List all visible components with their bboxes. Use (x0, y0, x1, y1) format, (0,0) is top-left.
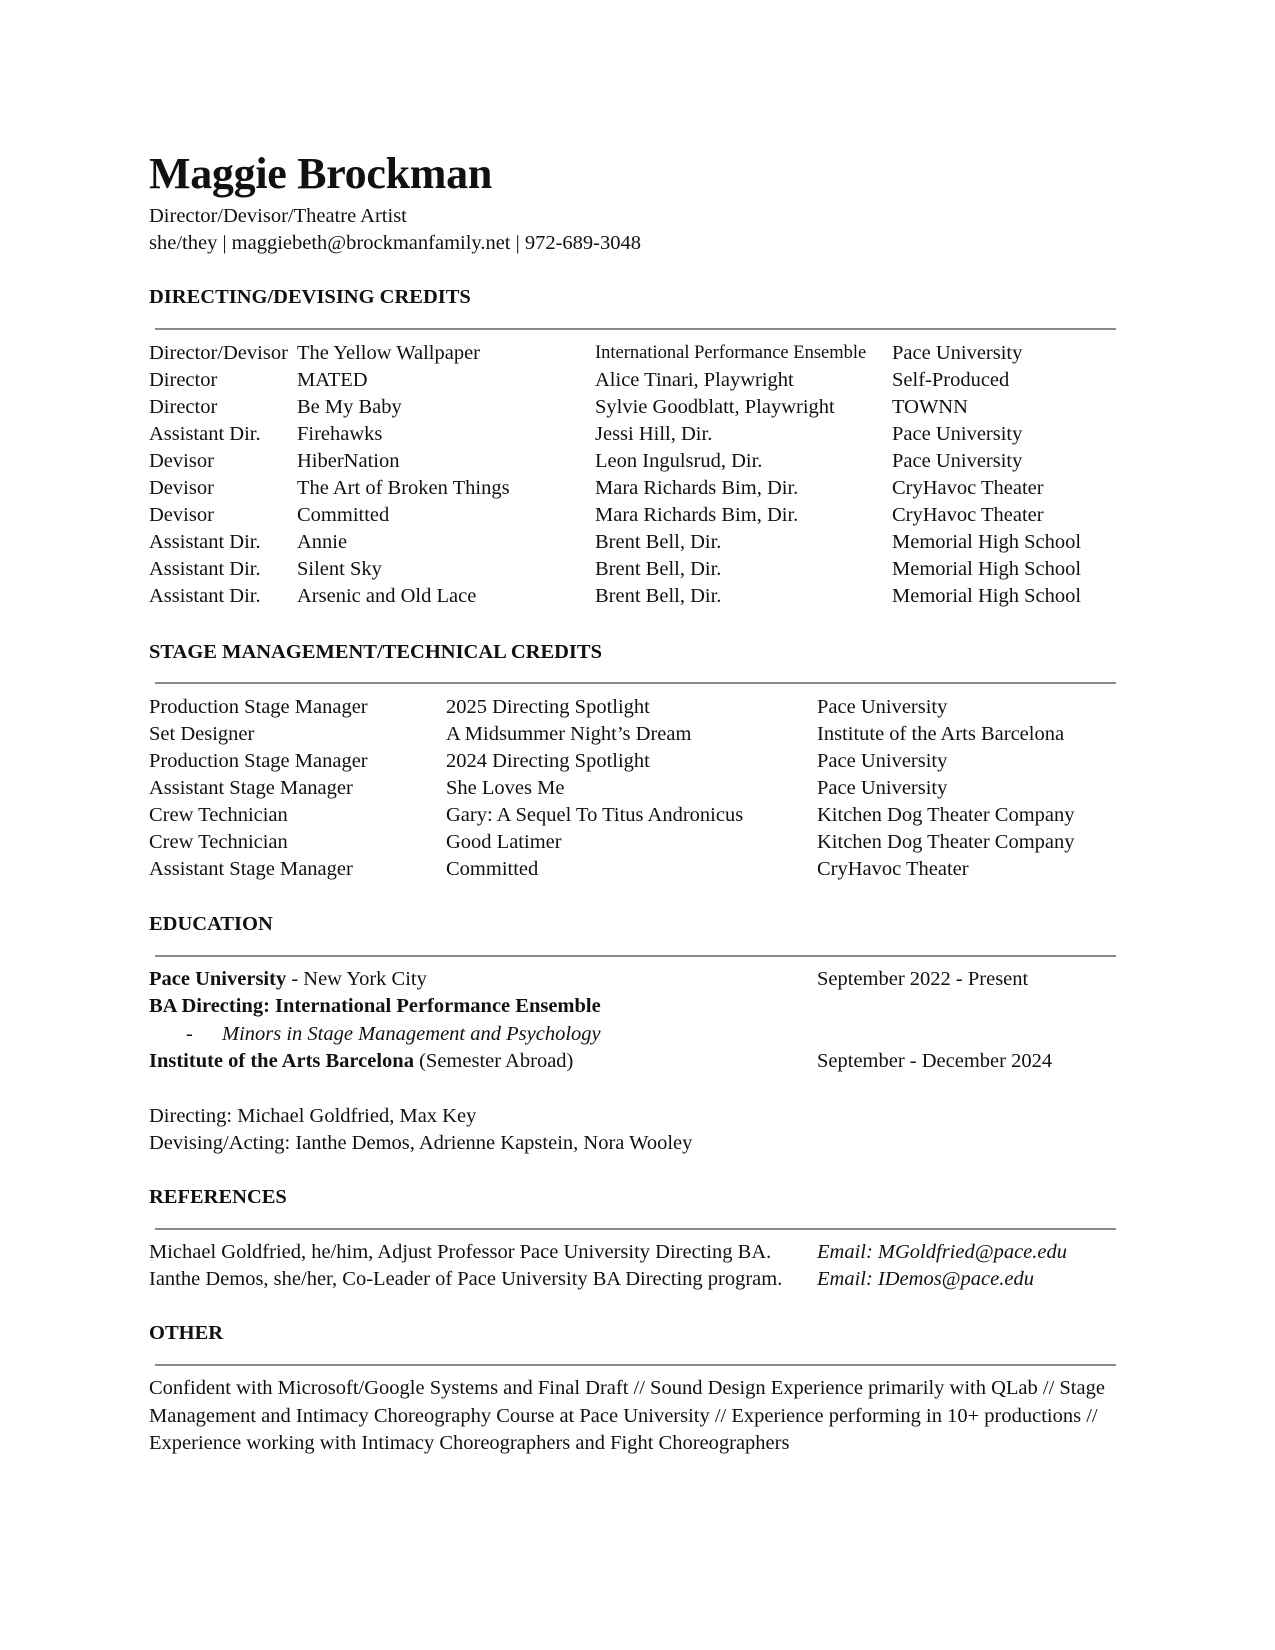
tagline: Director/Devisor/Theatre Artist (149, 205, 407, 227)
credit-role: Director/Devisor (149, 342, 288, 364)
credit-production: Firehawks (297, 423, 383, 445)
section-divider (155, 1228, 1116, 1230)
credit-venue: Pace University (817, 777, 948, 799)
credit-production: Arsenic and Old Lace (297, 585, 477, 607)
credit-production: 2025 Directing Spotlight (446, 696, 650, 718)
credit-production: She Loves Me (446, 777, 565, 799)
credit-production: 2024 Directing Spotlight (446, 750, 650, 772)
school-name: Pace University (149, 968, 287, 990)
credit-role: Assistant Dir. (149, 585, 261, 607)
school-dates: September - December 2024 (817, 1050, 1053, 1072)
credit-venue: Kitchen Dog Theater Company (817, 831, 1075, 853)
degree: BA Directing: International Performance Ensemble (149, 995, 601, 1017)
credit-venue: Kitchen Dog Theater Company (817, 804, 1075, 826)
section-divider (155, 1364, 1116, 1366)
credit-collaborator: Mara Richards Bim, Dir. (595, 477, 799, 499)
school-location: - New York City (286, 968, 427, 990)
credit-production: Committed (297, 504, 390, 526)
credit-venue: Pace University (817, 750, 948, 772)
credit-production: Committed (446, 858, 539, 880)
directing-teachers: Directing: Michael Goldfried, Max Key (149, 1105, 477, 1127)
bullet-dash: - (186, 1023, 193, 1045)
credit-collaborator: Jessi Hill, Dir. (595, 423, 713, 445)
credit-venue: TOWNN (892, 396, 968, 418)
contact-line: she/they | maggiebeth@brockmanfamily.net | 972-689-3048 (149, 232, 642, 254)
reference-email[interactable]: Email: IDemos@pace.edu (817, 1268, 1034, 1290)
reference-text: Michael Goldfried, he/him, Adjust Professor Pace University Directing BA. (149, 1241, 772, 1263)
section-divider (155, 328, 1116, 330)
credit-production: A Midsummer Night’s Dream (446, 723, 692, 745)
credit-production: Silent Sky (297, 558, 382, 580)
credit-role: Production Stage Manager (149, 696, 368, 718)
credit-venue: CryHavoc Theater (892, 477, 1044, 499)
credit-collaborator: Brent Bell, Dir. (595, 585, 722, 607)
credit-role: Director (149, 396, 218, 418)
stage-section-title: STAGE MANAGEMENT/TECHNICAL CREDITS (149, 641, 602, 663)
credit-collaborator: Leon Ingulsrud, Dir. (595, 450, 763, 472)
credit-venue: Pace University (817, 696, 948, 718)
credit-venue: Memorial High School (892, 558, 1082, 580)
credit-production: The Yellow Wallpaper (297, 342, 481, 364)
credit-venue: CryHavoc Theater (892, 504, 1044, 526)
credit-role: Crew Technician (149, 804, 288, 826)
credit-production: The Art of Broken Things (297, 477, 510, 499)
credit-collaborator: Brent Bell, Dir. (595, 531, 722, 553)
credit-production: Be My Baby (297, 396, 402, 418)
reference-text: Ianthe Demos, she/her, Co-Leader of Pace University BA Directing program. (149, 1268, 783, 1290)
resume-name: Maggie Brockman (149, 149, 492, 198)
credit-role: Director (149, 369, 218, 391)
devising-teachers: Devising/Acting: Ianthe Demos, Adrienne Kapstein, Nora Wooley (149, 1132, 693, 1154)
credit-venue: CryHavoc Theater (817, 858, 969, 880)
credit-role: Production Stage Manager (149, 750, 368, 772)
school-name: Institute of the Arts Barcelona (149, 1050, 414, 1072)
credit-role: Devisor (149, 477, 214, 499)
credit-venue: Pace University (892, 450, 1023, 472)
reference-email[interactable]: Email: MGoldfried@pace.edu (817, 1241, 1067, 1263)
credit-venue: Self-Produced (892, 369, 1010, 391)
credit-role: Assistant Stage Manager (149, 858, 353, 880)
credit-production: Gary: A Sequel To Titus Andronicus (446, 804, 744, 826)
credit-role: Assistant Dir. (149, 558, 261, 580)
credit-collaborator: International Performance Ensemble (595, 343, 867, 363)
directing-section-title: DIRECTING/DEVISING CREDITS (149, 286, 471, 308)
section-divider (155, 955, 1116, 957)
credit-venue: Memorial High School (892, 531, 1082, 553)
credit-production: Annie (297, 531, 348, 553)
credit-role: Crew Technician (149, 831, 288, 853)
credit-production: Good Latimer (446, 831, 562, 853)
credit-production: MATED (297, 369, 368, 391)
credit-collaborator: Mara Richards Bim, Dir. (595, 504, 799, 526)
school-note: (Semester Abroad) (413, 1050, 574, 1072)
credit-venue: Memorial High School (892, 585, 1082, 607)
section-divider (155, 682, 1116, 684)
credit-role: Assistant Stage Manager (149, 777, 353, 799)
credit-role: Devisor (149, 450, 214, 472)
credit-role: Devisor (149, 504, 214, 526)
credit-role: Assistant Dir. (149, 423, 261, 445)
minor: Minors in Stage Management and Psychology (222, 1023, 601, 1045)
credit-collaborator: Sylvie Goodblatt, Playwright (595, 396, 835, 418)
references-section-title: REFERENCES (149, 1186, 287, 1208)
credit-venue: Pace University (892, 423, 1023, 445)
other-section-title: OTHER (149, 1322, 224, 1344)
education-section-title: EDUCATION (149, 913, 273, 935)
other-skills-paragraph: Confident with Microsoft/Google Systems and Final Draft // Sound Design Experience primarily with QLab // Stage Management and Intimacy Choreography Course at Pace University // Experience performing in 10+ productions // Experience working with Intimacy Choreographers and Fight Choreographers (149, 1377, 1105, 1454)
credit-production: HiberNation (297, 450, 400, 472)
credit-role: Set Designer (149, 723, 255, 745)
credit-venue: Pace University (892, 342, 1023, 364)
credit-venue: Institute of the Arts Barcelona (817, 723, 1065, 745)
credit-collaborator: Brent Bell, Dir. (595, 558, 722, 580)
credit-collaborator: Alice Tinari, Playwright (595, 369, 794, 391)
school-dates: September 2022 - Present (817, 968, 1029, 990)
credit-role: Assistant Dir. (149, 531, 261, 553)
